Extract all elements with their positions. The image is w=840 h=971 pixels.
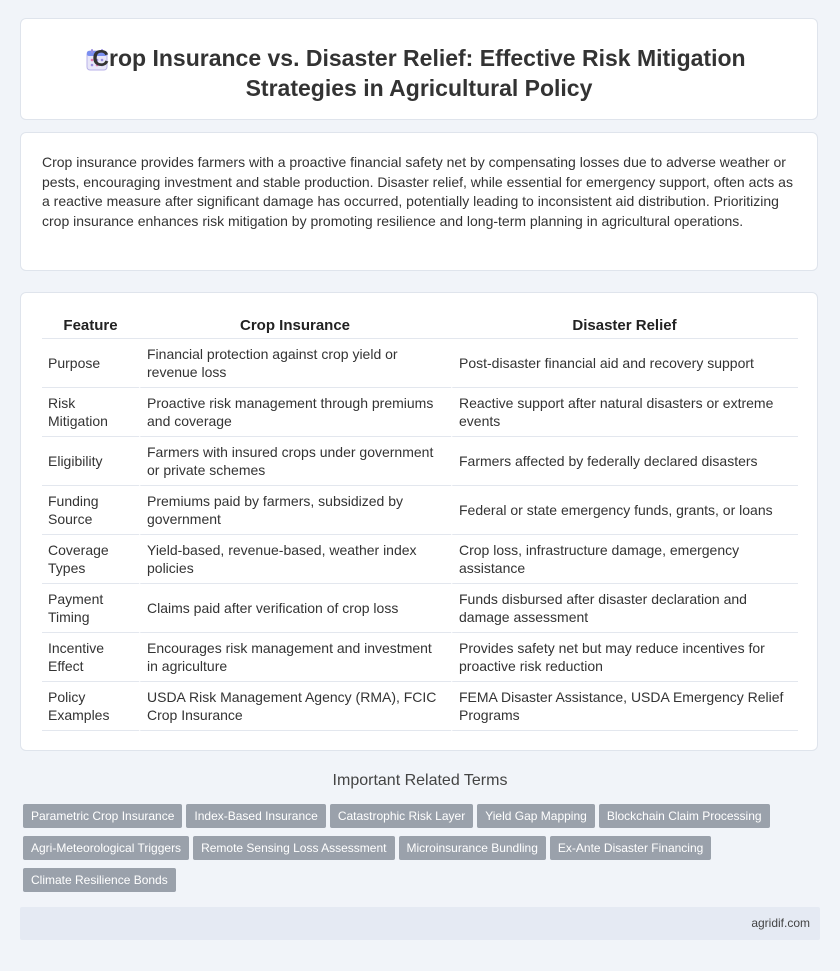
comparison-card — [20, 292, 818, 751]
related-term-tag[interactable]: Climate Resilience Bonds — [23, 868, 176, 892]
crop-insurance-cell: Farmers with insured crops under government or private schemes — [139, 437, 451, 486]
table-row — [42, 486, 798, 535]
related-terms-list — [23, 804, 803, 900]
table-row — [42, 437, 798, 486]
page-title: Crop Insurance vs. Disaster Relief: Effective Risk Mitigation Strategies in Agricultural Policy — [92, 45, 746, 101]
disaster-relief-cell: Post-disaster financial aid and recovery support — [451, 339, 798, 388]
header-disaster-relief: Disaster Relief — [451, 313, 798, 339]
related-term-tag[interactable]: Index-Based Insurance — [186, 804, 325, 828]
table-row — [42, 584, 798, 633]
disaster-relief-cell: Funds disbursed after disaster declaration and damage assessment — [451, 584, 798, 633]
comparison-table — [42, 313, 798, 731]
related-term-tag[interactable]: Microinsurance Bundling — [399, 836, 546, 860]
table-row — [42, 339, 798, 388]
crop-insurance-cell: Financial protection against crop yield or revenue loss — [139, 339, 451, 388]
table-row — [42, 388, 798, 437]
crop-insurance-cell: Encourages risk management and investment in agriculture — [139, 633, 451, 682]
title-card — [20, 18, 818, 120]
summary-text: Crop insurance provides farmers with a proactive financial safety net by compensating losses due to adverse weather or pests, encouraging investment and stable production. Disaster relief, while essential for emergency support, often acts as a reactive measure after significant damage has occurred, potentially leading to inconsistent aid distribution. Prioritizing crop insurance enhances risk mitigation by promoting resilience and long-term planning in agricultural operations. — [42, 154, 793, 229]
related-term-tag[interactable]: Yield Gap Mapping — [477, 804, 595, 828]
footer-site-link[interactable]: agridif.com — [751, 916, 810, 930]
crop-insurance-cell: Premiums paid by farmers, subsidized by government — [139, 486, 451, 535]
crop-insurance-cell: Yield-based, revenue-based, weather index policies — [139, 535, 451, 584]
table-row — [42, 633, 798, 682]
feature-cell: Risk Mitigation — [42, 388, 139, 437]
related-term-tag[interactable]: Remote Sensing Loss Assessment — [193, 836, 394, 860]
disaster-relief-cell: Federal or state emergency funds, grants, or loans — [451, 486, 798, 535]
feature-cell: Funding Source — [42, 486, 139, 535]
related-term-tag[interactable]: Blockchain Claim Processing — [599, 804, 770, 828]
table-row — [42, 535, 798, 584]
crop-insurance-cell: Proactive risk management through premiums and coverage — [139, 388, 451, 437]
related-term-tag[interactable]: Catastrophic Risk Layer — [330, 804, 473, 828]
related-term-tag[interactable]: Ex-Ante Disaster Financing — [550, 836, 711, 860]
table-row — [42, 682, 798, 731]
footer — [20, 907, 820, 940]
related-terms-title: Important Related Terms — [332, 772, 508, 789]
feature-cell: Incentive Effect — [42, 633, 139, 682]
feature-cell: Coverage Types — [42, 535, 139, 584]
disaster-relief-cell: Farmers affected by federally declared disasters — [451, 437, 798, 486]
feature-cell: Eligibility — [42, 437, 139, 486]
feature-cell: Payment Timing — [42, 584, 139, 633]
related-term-tag[interactable]: Agri-Meteorological Triggers — [23, 836, 189, 860]
table-header-row — [42, 313, 798, 339]
feature-cell: Policy Examples — [42, 682, 139, 731]
disaster-relief-cell: FEMA Disaster Assistance, USDA Emergency Relief Programs — [451, 682, 798, 731]
header-crop-insurance: Crop Insurance — [139, 313, 451, 339]
related-term-tag[interactable]: Parametric Crop Insurance — [23, 804, 182, 828]
feature-cell: Purpose — [42, 339, 139, 388]
crop-insurance-cell: USDA Risk Management Agency (RMA), FCIC Crop Insurance — [139, 682, 451, 731]
summary-card — [20, 132, 818, 271]
disaster-relief-cell: Provides safety net but may reduce incentives for proactive risk reduction — [451, 633, 798, 682]
crop-insurance-cell: Claims paid after verification of crop loss — [139, 584, 451, 633]
disaster-relief-cell: Crop loss, infrastructure damage, emergency assistance — [451, 535, 798, 584]
header-feature: Feature — [42, 313, 139, 339]
disaster-relief-cell: Reactive support after natural disasters or extreme events — [451, 388, 798, 437]
